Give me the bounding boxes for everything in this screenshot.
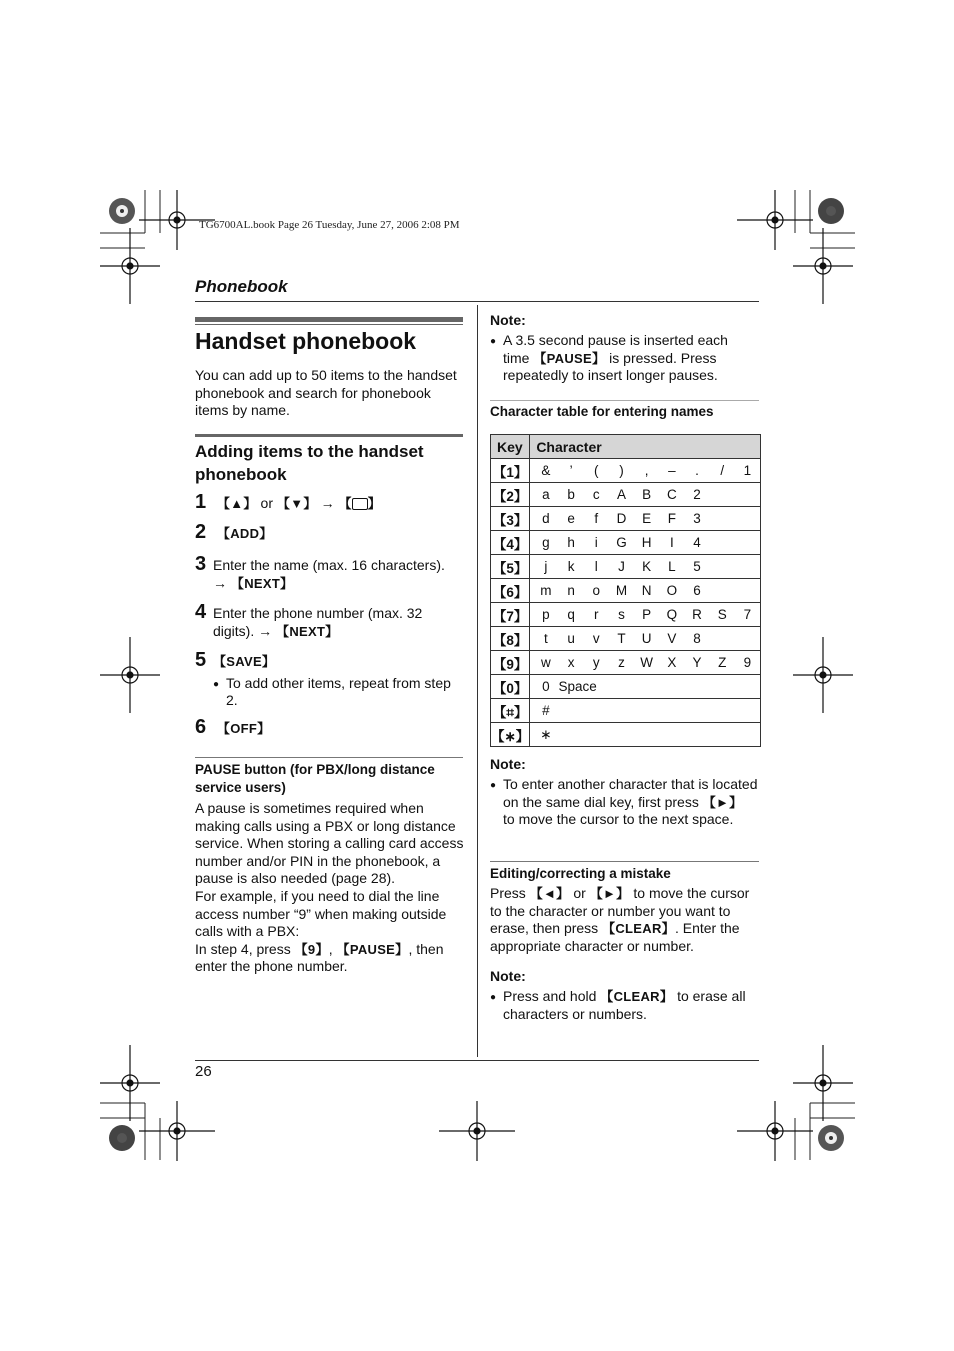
table-cell-characters (530, 579, 761, 603)
table-cell-key: 【⌗】 (491, 699, 530, 723)
page-number: 26 (195, 1063, 212, 1080)
character: v (592, 631, 600, 646)
character: . (695, 463, 699, 478)
table-row (491, 675, 761, 699)
character: C (666, 487, 677, 502)
note-next-char: ● To enter another character that is located on the same dial key, first press 【►】 to move the cursor to the next space. (490, 776, 758, 828)
character: A (616, 487, 626, 502)
character: Z (718, 655, 727, 670)
character: 7 (743, 607, 752, 622)
column-divider (477, 305, 478, 1057)
character: x (567, 655, 575, 670)
table-row (491, 579, 761, 603)
character: O (666, 583, 678, 598)
table-cell-characters (530, 627, 761, 651)
print-header: TG6700AL.book Page 26 Tuesday, June 27, 2006 2:08 PM (199, 219, 460, 231)
character: J (618, 559, 625, 574)
character: F (667, 511, 676, 526)
character: P (642, 607, 652, 622)
step-5: 5 【SAVE】 ● To add other items, repeat from step 2. (195, 649, 451, 709)
edit-body: Press 【◄】 or 【►】 to move the cursor to the character or number you want to erase, then press 【CLEAR】. Enter the appropriate character or number. (490, 885, 750, 954)
character: a (542, 487, 550, 502)
character: h (567, 535, 575, 550)
character: d (542, 511, 550, 526)
header-rule (195, 301, 759, 302)
character: 1 (743, 463, 752, 478)
table-row (491, 555, 761, 579)
note-label: Note: (490, 756, 526, 772)
character: s (618, 607, 625, 622)
table-cell-characters (530, 459, 761, 483)
table-header-key: Key (491, 435, 530, 459)
character: 4 (693, 535, 701, 550)
character: i (594, 535, 598, 550)
title-bar (195, 317, 463, 322)
table-row (491, 507, 761, 531)
character: M (615, 583, 628, 598)
note-clear: ● Press and hold 【CLEAR】 to erase all characters or numbers. (490, 988, 746, 1022)
character: 9 (743, 655, 752, 670)
table-cell-characters (530, 651, 761, 675)
note-label: Note: (490, 312, 526, 328)
table-cell-characters (530, 723, 761, 747)
character: 5 (693, 559, 701, 574)
page-title: Handset phonebook (195, 328, 417, 354)
section-title: Phonebook (195, 277, 288, 296)
character: q (567, 607, 575, 622)
character: 8 (693, 631, 701, 646)
character: p (542, 607, 550, 622)
table-cell-key: 【9】 (491, 651, 530, 675)
table-cell-characters (530, 699, 761, 723)
character: j (544, 559, 548, 574)
character: Y (692, 655, 702, 670)
character: H (641, 535, 652, 550)
character: f (594, 511, 599, 526)
table-row (491, 699, 761, 723)
table-cell-key: 【0】 (491, 675, 530, 699)
character: c (592, 487, 600, 502)
character: n (567, 583, 575, 598)
character: # (542, 703, 550, 718)
character: / (720, 463, 725, 478)
table-cell-characters (530, 483, 761, 507)
character: I (669, 535, 674, 550)
intro-text: You can add up to 50 items to the handset phonebook and search for phonebook items by name. (195, 367, 457, 419)
character: R (692, 607, 702, 622)
character: ’ (569, 463, 573, 478)
table-cell-key: 【3】 (491, 507, 530, 531)
note-pause: ● A 3.5 second pause is inserted each time 【PAUSE】 is pressed. Press repeatedly to insert longer pauses. (490, 332, 728, 384)
character: w (541, 655, 551, 670)
table-row (491, 651, 761, 675)
table-row (491, 627, 761, 651)
table-row (491, 603, 761, 627)
table-cell-key: 【6】 (491, 579, 530, 603)
table-cell-key: 【∗】 (491, 723, 530, 747)
note-label: Note: (490, 968, 526, 984)
character: t (544, 631, 548, 646)
character: m (540, 583, 552, 598)
step-2: 2 【ADD】 (195, 521, 273, 543)
character: e (567, 511, 575, 526)
character: z (618, 655, 625, 670)
step-4: 4 Enter the phone number (max. 32 digits). → 【NEXT】 (195, 601, 423, 639)
character: V (667, 631, 677, 646)
character-table (490, 434, 761, 747)
character: Space (558, 679, 597, 694)
character: S (717, 607, 727, 622)
table-cell-characters (530, 507, 761, 531)
character: ( (594, 463, 599, 478)
character: ∗ (540, 726, 552, 742)
character: 6 (693, 583, 701, 598)
character: D (616, 511, 627, 526)
character: b (567, 487, 575, 502)
character: u (567, 631, 575, 646)
character: 2 (693, 487, 701, 502)
character: N (641, 583, 652, 598)
table-cell-key: 【5】 (491, 555, 530, 579)
table-caption: Character table for entering names (490, 404, 714, 419)
footer-rule (195, 1060, 759, 1061)
table-cell-key: 【7】 (491, 603, 530, 627)
table-cell-key: 【8】 (491, 627, 530, 651)
step-3: 3 Enter the name (max. 16 characters). → 【NEXT】 (195, 553, 445, 591)
subtitle: Adding items to the handset phonebook (195, 442, 424, 484)
character: & (541, 463, 551, 478)
pause-heading: PAUSE button (for PBX/long distance service users) (195, 762, 435, 795)
character: r (594, 607, 599, 622)
down-key: 【▼】 (276, 496, 317, 511)
up-key: 【▲】 (216, 496, 257, 511)
character: E (642, 511, 652, 526)
character: U (641, 631, 652, 646)
character: g (542, 535, 550, 550)
table-cell-characters (530, 603, 761, 627)
character: – (668, 463, 676, 478)
character: , (644, 463, 649, 478)
pause-body: A pause is sometimes required when making calls using a PBX or long distance service. When storing a calling card access number and/or PIN in the phonebook, a pause is also needed (page 28). For example, if you need to dial the line access number “9” when making outside calls with a PBX: In step 4, press 【9】, 【PAUSE】, then enter the phone number. (195, 800, 464, 975)
table-row (491, 459, 761, 483)
table-row (491, 483, 761, 507)
table-cell-key: 【1】 (491, 459, 530, 483)
character: ) (619, 463, 624, 478)
table-cell-characters (530, 675, 761, 699)
table-row (491, 531, 761, 555)
character: L (668, 559, 676, 574)
table-cell-key: 【2】 (491, 483, 530, 507)
character: K (642, 559, 652, 574)
table-row (491, 723, 761, 747)
table-header-character: Character (530, 435, 761, 459)
character: k (567, 559, 575, 574)
subtitle-bar (195, 434, 463, 437)
table-cell-characters (530, 555, 761, 579)
phonebook-icon (352, 498, 368, 510)
table-cell-characters (530, 531, 761, 555)
edit-heading: Editing/correcting a mistake (490, 866, 671, 881)
character: B (642, 487, 652, 502)
table-cell-key: 【4】 (491, 531, 530, 555)
step-1: 1 【▲】 or 【▼】 → 【 】 (195, 491, 382, 513)
character: l (594, 559, 598, 574)
step-6: 6 【OFF】 (195, 716, 271, 738)
character: 3 (693, 511, 701, 526)
character: W (640, 655, 654, 670)
character: y (592, 655, 600, 670)
character: T (617, 631, 626, 646)
character: 0 (542, 679, 550, 694)
character: Q (666, 607, 678, 622)
character: G (616, 535, 627, 550)
character: o (592, 583, 601, 598)
character: X (667, 655, 677, 670)
